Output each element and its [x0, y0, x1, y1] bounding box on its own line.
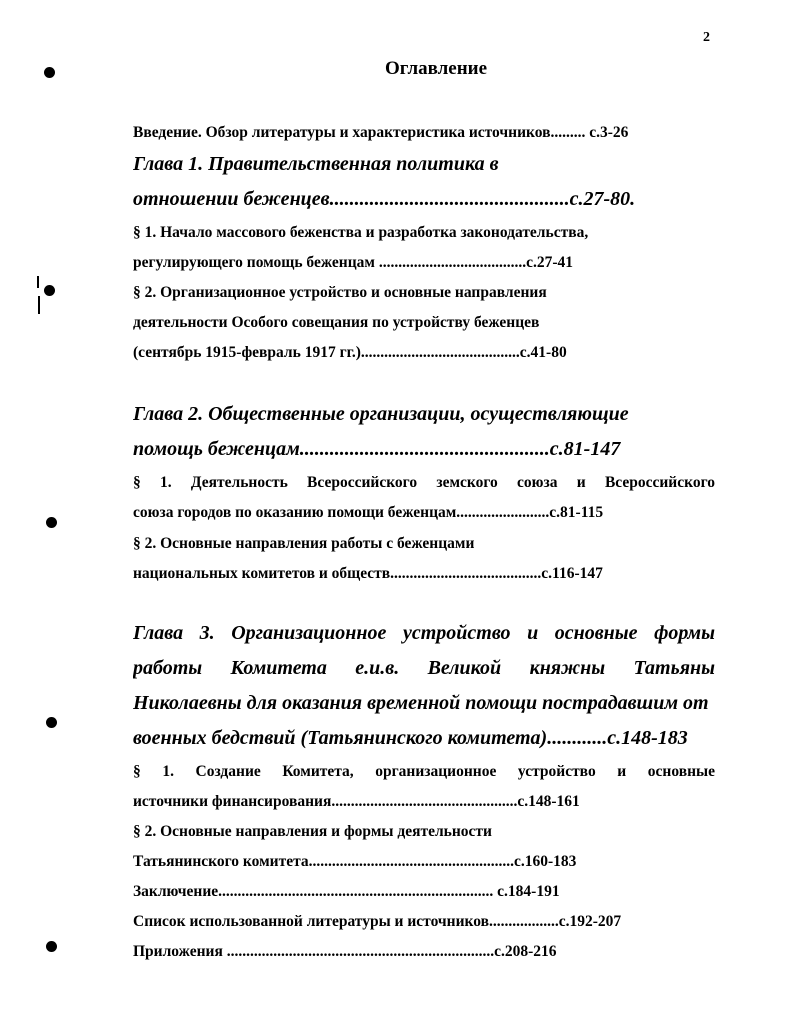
toc-appendices: Приложения .....................................................................с.208-216: [133, 943, 557, 960]
toc-ch2-section-2-line-1: § 2. Основные направления работы с беженцами: [133, 535, 475, 552]
toc-ch1-section-2-line-1: § 2. Организационное устройство и основные направления: [133, 284, 547, 301]
toc-chapter-3-line-4: военных бедствий (Татьянинского комитета)............с.148-183: [133, 727, 688, 749]
binder-hole-1: [44, 67, 55, 78]
toc-ch3-section-2-line-2: Татьянинского комитета.....................................................с.160-183: [133, 853, 577, 870]
toc-ch1-section-2-line-3: (сентябрь 1915-февраль 1917 гг.).........................................с.41-80: [133, 344, 567, 361]
scan-mark-1: [37, 276, 39, 288]
toc-ch1-section-1-line-1: § 1. Начало массового беженства и разработка законодательства,: [133, 224, 589, 241]
toc-chapter-3-line-3: Николаевны для оказания временной помощи пострадавшим от: [133, 692, 709, 714]
toc-ch1-section-1-line-2: регулирующего помощь беженцам ......................................с.27-41: [133, 254, 573, 271]
toc-chapter-1-line-1: Глава 1. Правительственная политика в: [133, 153, 499, 175]
toc-bibliography: Список использованной литературы и источников..................с.192-207: [133, 913, 622, 930]
toc-ch2-section-2-line-2: национальных комитетов и обществ.......................................с.116-147: [133, 565, 603, 582]
toc-chapter-2-line-2: помощь беженцам..................................................с.81-147: [133, 438, 621, 460]
toc-chapter-1-line-2: отношении беженцев................................................с.27-80.: [133, 188, 636, 210]
toc-conclusion: Заключение....................................................................... с.184-191: [133, 883, 560, 900]
toc-ch3-section-1-line-1: § 1. Создание Комитета, организационное устройство и основные: [133, 763, 715, 780]
toc-chapter-3-line-1: Глава 3. Организационное устройство и основные формы: [133, 622, 715, 644]
scan-mark-2: [38, 296, 40, 314]
toc-ch3-section-1-line-2: источники финансирования................................................с.148-161: [133, 793, 580, 810]
toc-chapter-2-line-1: Глава 2. Общественные организации, осуществляющие: [133, 403, 629, 425]
toc-ch2-section-1-line-2: союза городов по оказанию помощи беженцам........................с.81-115: [133, 504, 604, 521]
toc-ch3-section-2-line-1: § 2. Основные направления и формы деятельности: [133, 823, 492, 840]
toc-ch2-section-1-line-1: § 1. Деятельность Всероссийского земского союза и Всероссийского: [133, 474, 715, 491]
binder-hole-5: [46, 941, 57, 952]
page-title: Оглавление: [385, 58, 488, 79]
page-number: 2: [703, 30, 710, 45]
binder-hole-4: [46, 717, 57, 728]
toc-chapter-3-line-2: работы Комитета е.и.в. Великой княжны Татьяны: [133, 657, 715, 679]
binder-hole-3: [46, 517, 57, 528]
toc-ch1-section-2-line-2: деятельности Особого совещания по устройству беженцев: [133, 314, 540, 331]
toc-introduction: Введение. Обзор литературы и характеристика источников......... с.3-26: [133, 124, 629, 141]
binder-hole-2: [44, 285, 55, 296]
